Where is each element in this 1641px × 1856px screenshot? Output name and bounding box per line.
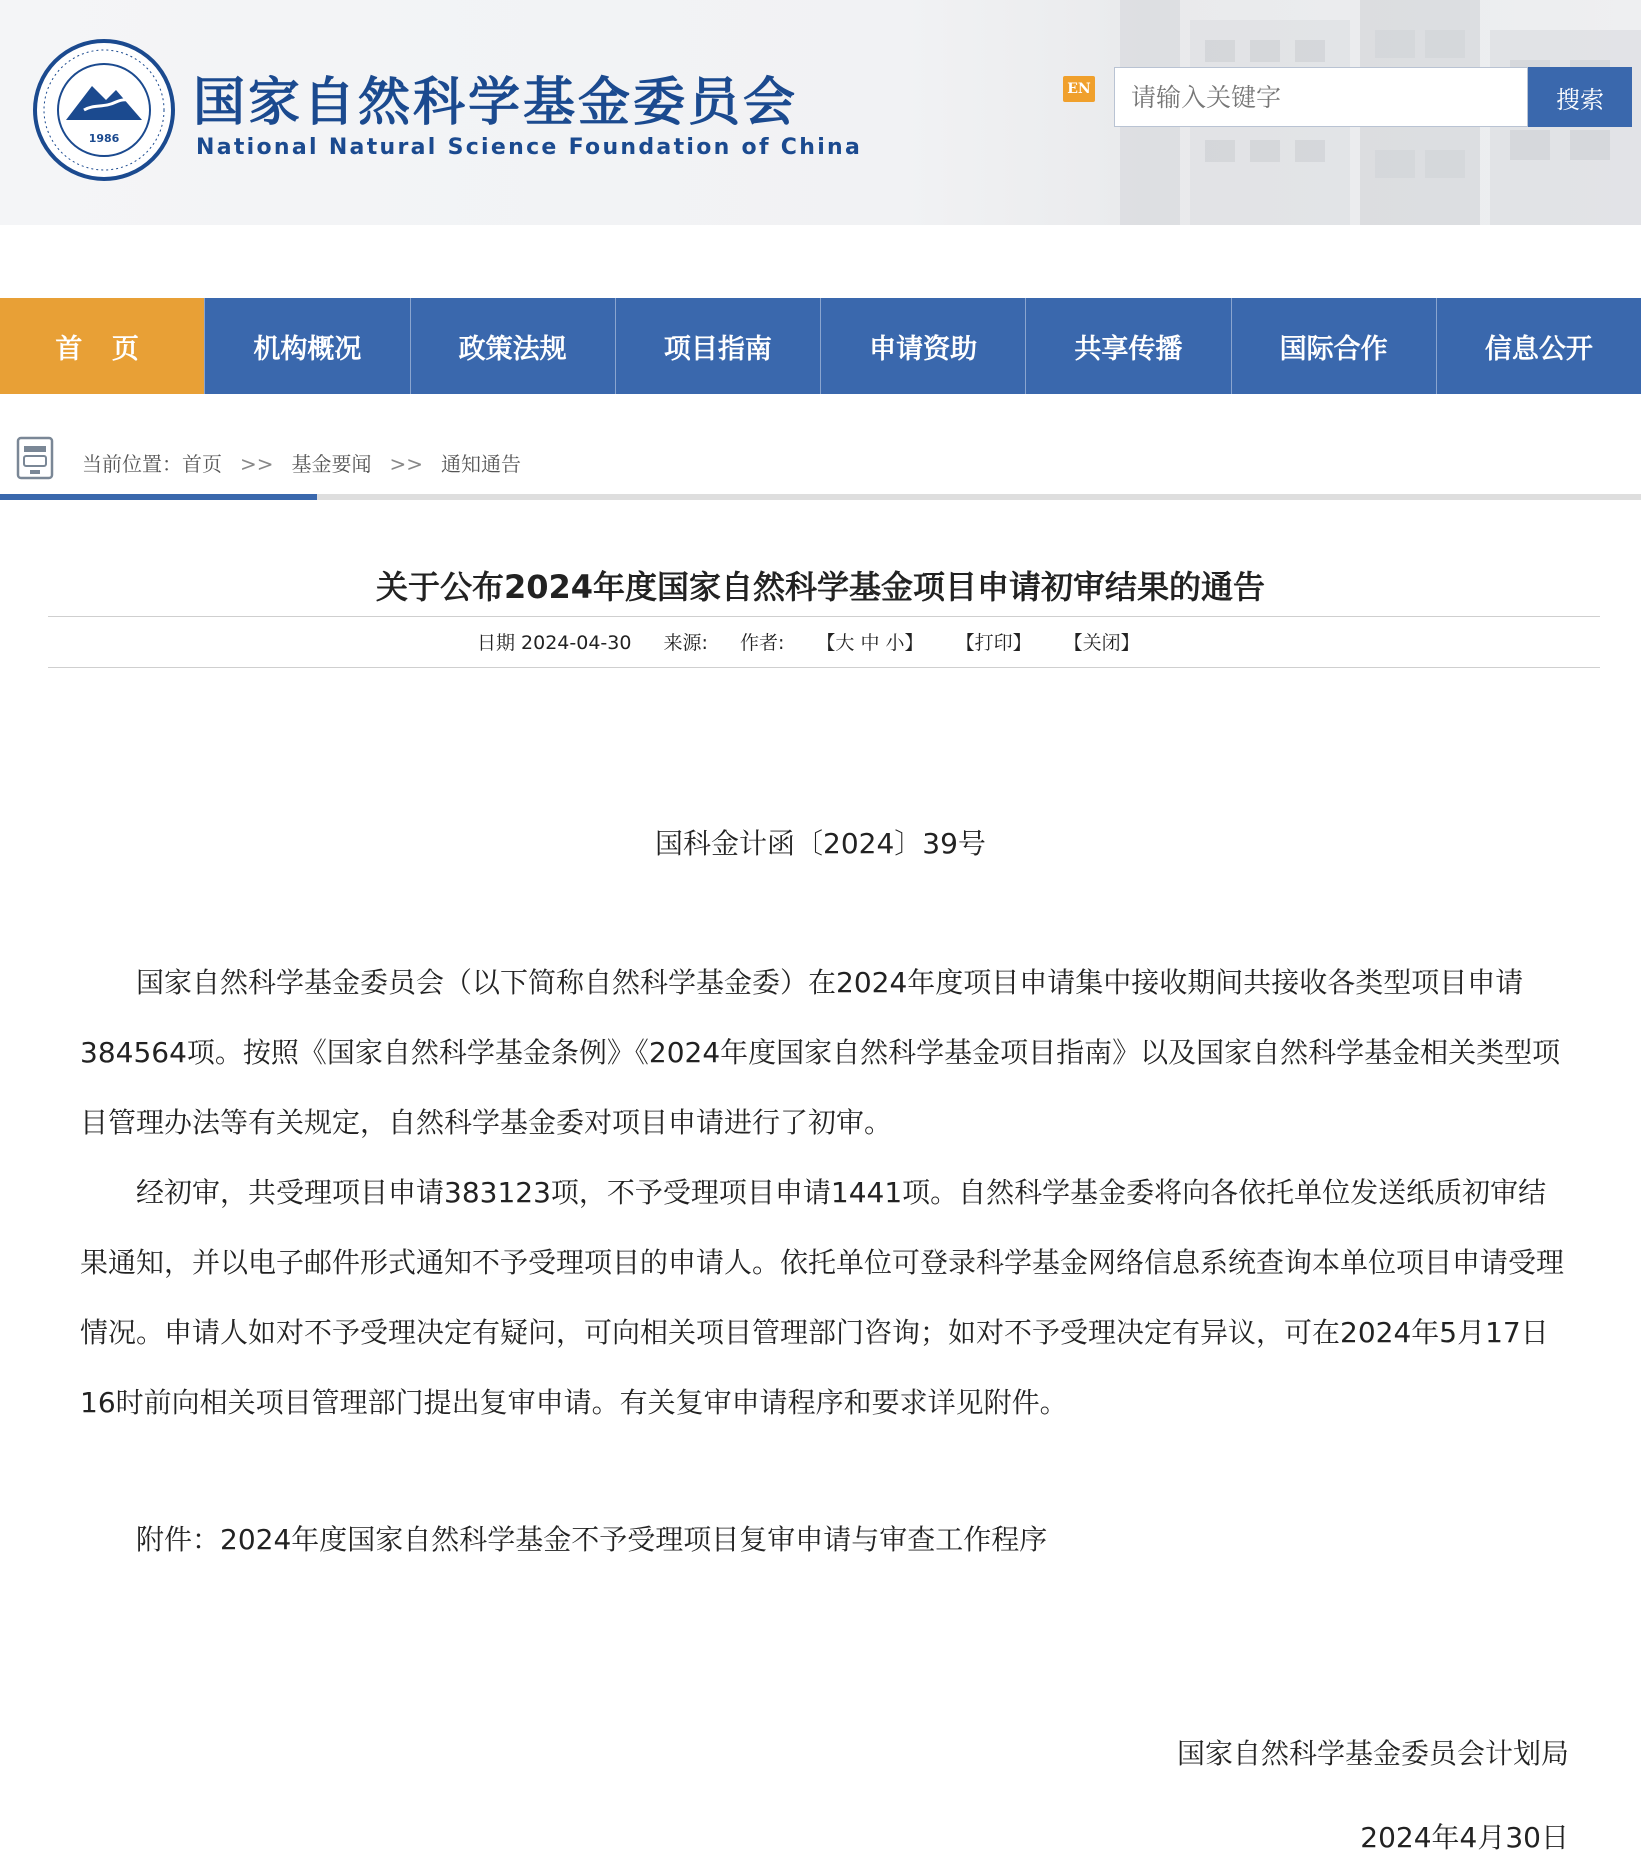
attachment-link[interactable]: 附件：2024年度国家自然科学基金不予受理项目复审申请与审查工作程序 xyxy=(136,1523,1048,1556)
signature-organization: 国家自然科学基金委员会计划局 xyxy=(1176,1737,1569,1770)
breadcrumb xyxy=(82,448,521,477)
site-header xyxy=(0,0,1641,225)
print-button[interactable]: 【打印】 xyxy=(955,632,1032,654)
logo-emblem[interactable] xyxy=(32,38,176,182)
nav-item-disclosure[interactable]: 信息公开 xyxy=(1437,298,1641,394)
site-title-en: National Natural Science Foundation of China xyxy=(196,135,863,160)
nav-item-home[interactable]: 首 页 xyxy=(0,298,205,394)
font-size-switcher[interactable]: 【大 中 小】 xyxy=(816,632,924,654)
breadcrumb-prefix: 当前位置： xyxy=(82,452,182,476)
meta-author: 作者: xyxy=(739,632,785,654)
breadcrumb-notices[interactable]: 通知通告 xyxy=(441,452,522,476)
paragraph: 经初审，共受理项目申请383123项，不予受理项目申请1441项。自然科学基金委将向各依托单位发送纸质初审结果通知，并以电子邮件形式通知不予受理项目的申请人。依托单位可登录科学基金网络信息系统查询本单位项目申请受理情况。申请人如对不予受理决定有疑问，可向相关项目管理部门咨询；如对不予受理决定有异议，可在2024年5月17日16时前向相关项目管理部门提出复审申请。有关复审申请程序和要求详见附件。 xyxy=(80,1176,1565,1419)
meta-date: 日期 2024-04-30 xyxy=(477,632,632,654)
logo-year: 1986 xyxy=(88,132,120,145)
breadcrumb-bar xyxy=(0,420,1641,504)
article-title: 关于公布2024年度国家自然科学基金项目申请初审结果的通告 xyxy=(375,568,1266,606)
nav-item-international[interactable]: 国际合作 xyxy=(1232,298,1437,394)
meta-source: 来源: xyxy=(663,632,708,654)
breadcrumb-divider-accent xyxy=(0,494,317,500)
article-body xyxy=(80,948,1570,1438)
breadcrumb-separator: >> xyxy=(240,452,274,476)
nav-item-about[interactable]: 机构概况 xyxy=(205,298,410,394)
nav-item-apply[interactable]: 申请资助 xyxy=(821,298,1026,394)
paragraph: 国家自然科学基金委员会（以下简称自然科学基金委）在2024年度项目申请集中接收期间共接收各类型项目申请384564项。按照《国家自然科学基金条例》《2024年度国家自然科学基金项目指南》以及国家自然科学基金相关类型项目管理办法等有关规定，自然科学基金委对项目申请进行了初审。 xyxy=(80,966,1561,1139)
search-button[interactable]: 搜索 xyxy=(1528,67,1632,127)
meta-divider-bottom xyxy=(48,667,1600,668)
signature-date: 2024年4月30日 xyxy=(1360,1821,1569,1854)
english-version-link[interactable]: EN xyxy=(1063,76,1095,102)
nav-item-policy[interactable]: 政策法规 xyxy=(411,298,616,394)
close-button[interactable]: 【关闭】 xyxy=(1063,632,1140,654)
nav-item-sharing[interactable]: 共享传播 xyxy=(1026,298,1231,394)
article-meta xyxy=(477,628,1166,655)
breadcrumb-home[interactable]: 首页 xyxy=(182,452,222,476)
breadcrumb-fund-news[interactable]: 基金要闻 xyxy=(291,452,372,476)
site-title-cn: 国家自然科学基金委员会 xyxy=(193,73,799,133)
nav-item-guide[interactable]: 项目指南 xyxy=(616,298,821,394)
main-nav xyxy=(0,298,1641,394)
location-icon xyxy=(16,436,54,480)
meta-divider-top xyxy=(48,616,1600,617)
document-number: 国科金计函〔2024〕39号 xyxy=(655,827,986,860)
breadcrumb-separator: >> xyxy=(389,452,424,476)
search-input[interactable] xyxy=(1114,67,1528,127)
